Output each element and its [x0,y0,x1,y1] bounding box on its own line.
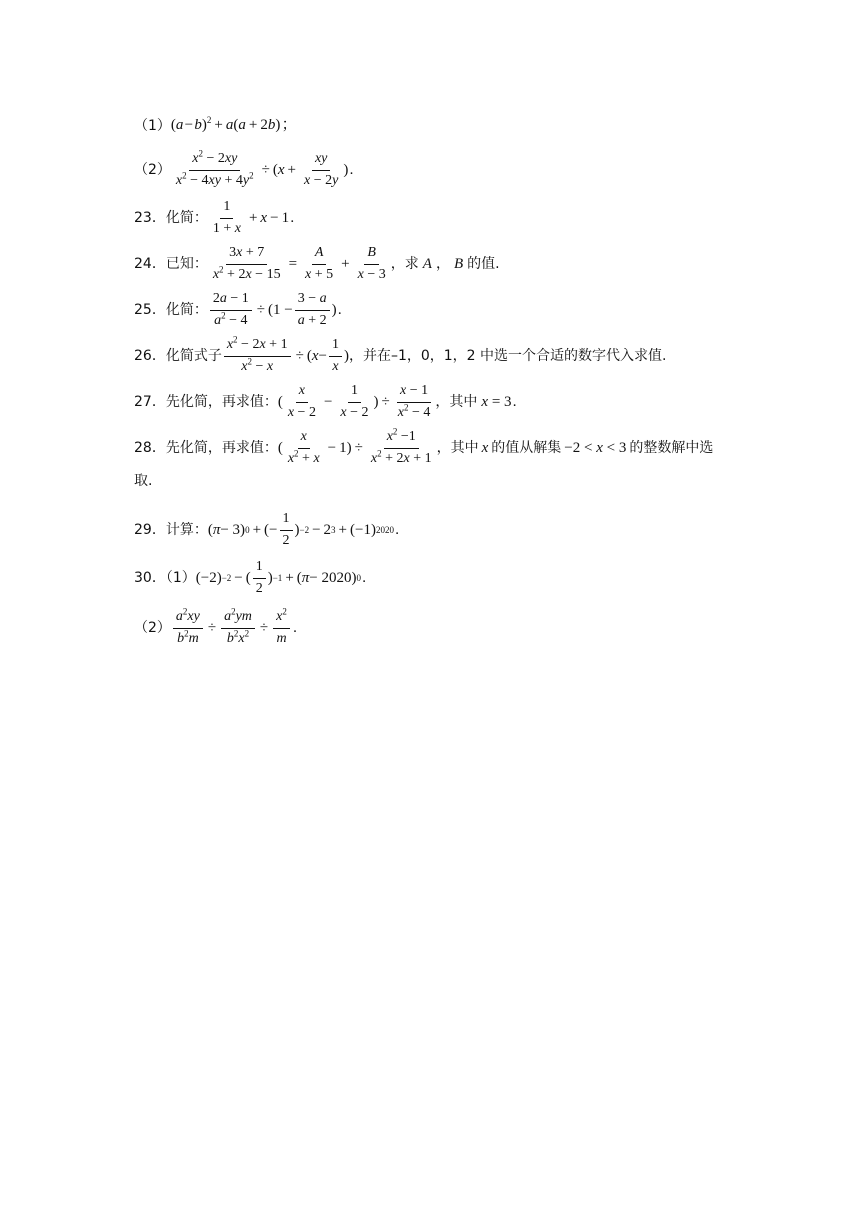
math-expression: $\frac{a^2xy}{b^2m}$ ÷ $\frac{a^2ym}{b^2x^2}$ ÷ $\frac{x^2}{m}$ . [171,610,297,646]
problem-label: 24．已知： [134,256,208,273]
math-expression: $\frac{2a - 1}{a^2 - 4}$ ÷ (1 − $\frac{3 - a}{a + 2}$ ) . [208,292,342,328]
problem-28: 28．先化简，再求值： ( $\frac{x}{x^2 + x}$ − 1) ÷ $\frac{x^2 -1}{x^2 + 2x + 1}$ ，其中 x 的值从解集 −2 < x < 3 的整数解中选 [134,426,714,466]
problem-text: ，求 [390,256,419,273]
problem-27: 27．先化简，再求值： ( $\frac{x}{x - 2}$ − $\frac{1}{x - 2}$ ) ÷ $\frac{x - 1}{x^2 - 4}$ ，其中 x = 3 . [134,383,517,420]
problem-label: 28．先化简，再求值： [134,440,278,457]
problem-label: 23．化简： [134,210,208,227]
part-label: （2） [134,620,171,637]
problem-text: ，并在–1，0，1，2 中选一个合适的数字代入求值. [348,348,667,365]
problem-text: 取. [134,473,153,489]
problem-text: 的值. [467,256,500,273]
problem-28-continuation [0,474,860,488]
math-expression: $\frac{1}{1 + x}$ + x − 1 . [212,199,295,236]
problem-label: 30．（1） [134,570,196,587]
math-expression: $\frac{3x + 7}{x^2 + 2x - 15}$ = $\frac{A}{x + 5}$ + $\frac{B}{x - 3}$ [212,245,386,282]
problem-label: 25．化简： [134,302,208,319]
part-label: （2） [134,162,171,179]
math-expression: ( $\frac{x}{x - 2}$ − $\frac{1}{x - 2}$ ) ÷ $\frac{x - 1}{x^2 - 4}$ [277,383,431,420]
problem-22-part-1 [0,115,860,134]
problem-25 [0,292,860,328]
problem-text: ，其中 [435,394,478,411]
problem-label: 27．先化简，再求值： [134,394,278,411]
math-expression: (−2) −2 − ( $\frac{1}{2}$ ) −1 + ( π − 2020) 0 . [195,559,367,596]
problem-22-part-2 [0,148,860,188]
problem-29 [0,512,860,548]
problem-label: 29．计算： [134,522,208,539]
problem-24: 24．已知： $\frac{3x + 7}{x^2 + 2x - 15}$ = $\frac{A}{x + 5}$ + $\frac{B}{x - 3}$ ，求 A ， B 的值. [134,245,500,282]
problem-text: ，其中 [436,440,479,457]
math-expression: $\frac{x^2 - 2x + 1}{x^2 - x}$ ÷ ( x − $\frac{1}{x}$ ) [222,338,349,374]
math-expression: ( π − 3) 0 + (− $\frac{1}{2}$ ) −2 − 2 3 + (−1) 2020 . [207,511,399,548]
problem-30-part-1 [0,560,860,596]
problem-23 [0,200,860,236]
problem-label: 26．化简式子 [134,348,222,365]
problem-30-part-2 [0,606,860,646]
problem-text: 的值从解集 [491,440,562,457]
problem-26 [0,334,860,374]
part-label: （1） [134,117,171,134]
math-expression: (a − b)$^2$ + a(a + 2b) ； [170,115,297,133]
math-expression: ( $\frac{x}{x^2 + x}$ − 1) ÷ $\frac{x^2 -1}{x^2 + 2x + 1}$ [277,426,432,466]
math-expression: $\frac{x^2 - 2xy}{x^2 - 4xy + 4y^2}$ ÷ ( x + $\frac{xy}{x - 2y}$ ) . [175,148,354,188]
problem-text: 的整数解中选 [629,440,714,457]
